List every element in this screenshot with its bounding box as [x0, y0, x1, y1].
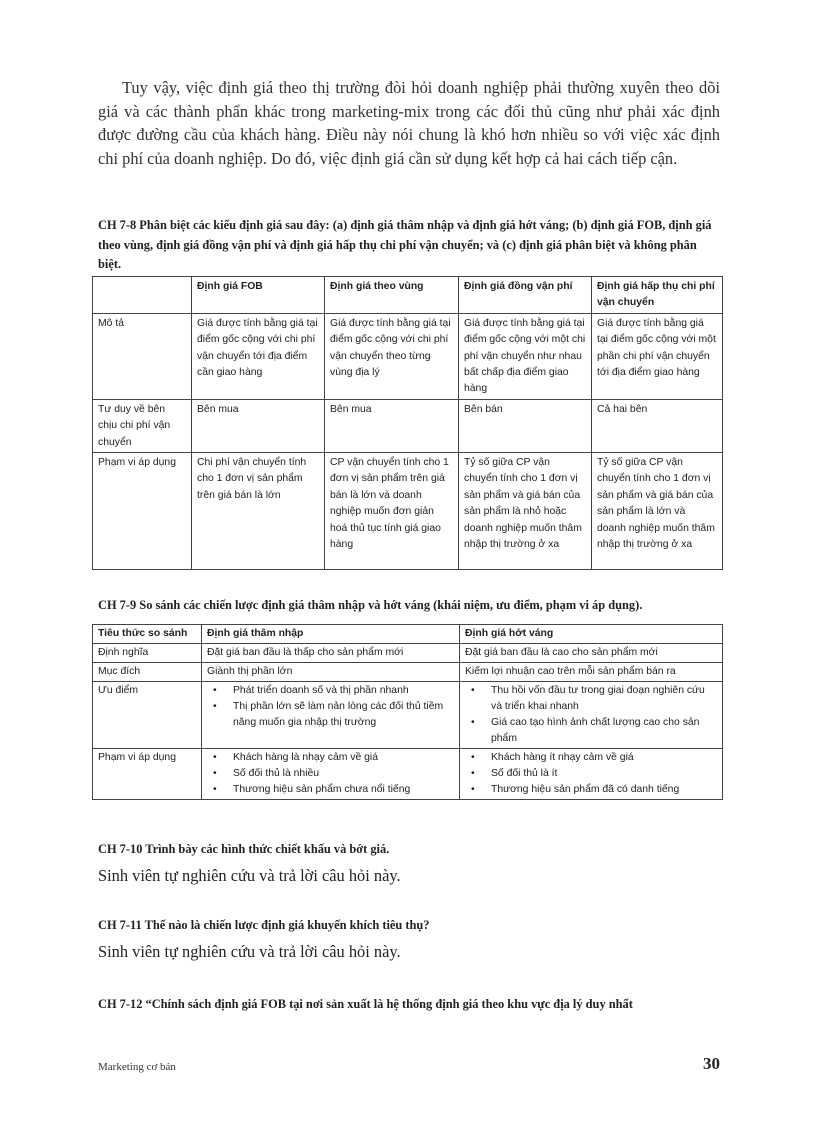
question-7-12-title: CH 7-12 “Chính sách định giá FOB tại nơi sản xuất là hệ thống định giá theo khu vực địa lý duy nhất	[98, 997, 633, 1011]
row-label: Phạm vi áp dụng	[93, 453, 192, 570]
question-7-10-title: CH 7-10 Trình bày các hình thức chiết khấu và bớt giá.	[98, 842, 390, 856]
header-cell: Định giá hớt váng	[460, 625, 723, 644]
header-cell: Định giá thâm nhập	[202, 625, 460, 644]
table-cell	[460, 682, 723, 749]
list-item: • Phát triển doanh số và thị phần nhanh	[207, 683, 454, 699]
table-cell: Giá được tính bằng giá tại điểm gốc cộng với một phần chi phí vận chuyển tới địa điểm giao hàng	[592, 313, 723, 399]
bullet-list	[465, 750, 717, 798]
list-item: • Giá cao tạo hình ảnh chất lượng cao cho sản phẩm	[465, 715, 717, 747]
table-cell: Giá được tính bằng giá tại điểm gốc cộng với chi phí vận chuyển tới địa điểm cần giao hàng	[192, 313, 325, 399]
table-cell	[202, 749, 460, 800]
table-cell: Bên mua	[192, 399, 325, 452]
question-7-10-answer: Sinh viên tự nghiên cứu và trả lời câu hỏi này.	[98, 866, 401, 885]
table-header-row	[93, 277, 723, 314]
question-7-9-title: CH 7-9 So sánh các chiến lược định giá thâm nhập và hớt váng (khái niệm, ưu điểm, phạm vi áp dụng).	[98, 598, 643, 612]
question-7-11-title: CH 7-11 Thế nào là chiến lược định giá khuyến khích tiêu thụ?	[98, 918, 430, 932]
question-7-11-answer: Sinh viên tự nghiên cứu và trả lời câu hỏi này.	[98, 942, 401, 961]
list-item: • Khách hàng ít nhạy cảm về giá	[465, 750, 717, 766]
row-label: Ưu điểm	[93, 682, 202, 749]
table-cell: Chi phí vận chuyển tính cho 1 đơn vị sản phẩm trên giá bán là lớn	[192, 453, 325, 570]
table-cell: Bên bán	[459, 399, 592, 452]
table-cell	[460, 749, 723, 800]
header-cell: Định giá FOB	[192, 277, 325, 314]
table-header-row	[93, 625, 723, 644]
footer-book-title: Marketing cơ bản	[98, 1061, 176, 1073]
table-cell: Đặt giá ban đầu là thấp cho sản phẩm mới	[202, 644, 460, 663]
table-cell: Giá được tính bằng giá tại điểm gốc cộng với chi phí vận chuyển theo từng vùng địa lý	[325, 313, 459, 399]
header-cell: Định giá đồng vận phí	[459, 277, 592, 314]
table-cell: Đặt giá ban đầu là cao cho sản phẩm mới	[460, 644, 723, 663]
header-cell: Tiêu thức so sánh	[93, 625, 202, 644]
row-label: Mục đích	[93, 663, 202, 682]
bullet-list	[207, 750, 454, 798]
header-cell: Định giá theo vùng	[325, 277, 459, 314]
table-cell: Giá được tính bằng giá tại điểm gốc cộng với một chi phí vận chuyển như nhau bất chấp địa điểm giao hàng	[459, 313, 592, 399]
list-item: • Số đối thủ là nhiều	[207, 766, 454, 782]
header-cell: Định giá hấp thụ chi phí vận chuyển	[592, 277, 723, 314]
list-item: • Khách hàng là nhạy cảm về giá	[207, 750, 454, 766]
question-7-8-title: CH 7-8 Phân biệt các kiểu định giá sau đây: (a) định giá thâm nhập và định giá hớt váng; (b) định giá FOB, định giá theo vùng, định giá đồng vận phí và định giá hấp thụ chi phí vận chuyển; và (c) định giá phân biệt và không phân biệt.	[98, 218, 712, 271]
table-cell: Kiếm lợi nhuận cao trên mỗi sản phẩm bán ra	[460, 663, 723, 682]
header-cell	[93, 277, 192, 314]
list-item: • Thị phần lớn sẽ làm nản lòng các đối thủ tiềm năng muốn gia nhập thị trường	[207, 699, 454, 731]
row-label: Tư duy về bên chịu chi phí vận chuyển	[93, 399, 192, 452]
table-cell: Bên mua	[325, 399, 459, 452]
penetration-skimming-table	[92, 624, 723, 800]
row-label: Định nghĩa	[93, 644, 202, 663]
list-item: • Thương hiệu sản phẩm đã có danh tiếng	[465, 782, 717, 798]
table-cell: Tỷ số giữa CP vận chuyển tính cho 1 đơn vị sản phẩm và giá bán của sản phẩm là nhỏ hoặc doanh nghiệp muốn thâm nhập thị trường ở xa	[459, 453, 592, 570]
table-row	[93, 453, 723, 570]
table-cell: Cả hai bên	[592, 399, 723, 452]
list-item: • Thương hiệu sản phẩm chưa nổi tiếng	[207, 782, 454, 798]
page-number: 30	[703, 1054, 720, 1073]
table-row	[93, 682, 723, 749]
shipping-pricing-table	[92, 276, 723, 570]
row-label: Mô tả	[93, 313, 192, 399]
table-row	[93, 399, 723, 452]
intro-paragraph: Tuy vậy, việc định giá theo thị trường đòi hỏi doanh nghiệp phải thường xuyên theo dõi giá và các thành phẩn khác trong marketing-mix trong các đối thủ cũng như phải xác định được đường cầu của khách hàng. Điều này nói chung là khó hơn nhiều so với việc xác định chi phí của doanh nghiệp. Do đó, việc định giá cần sử dụng kết hợp cả hai cách tiếp cận.	[98, 78, 720, 168]
bullet-list	[465, 683, 717, 747]
bullet-list	[207, 683, 454, 731]
table-cell: Giành thị phần lớn	[202, 663, 460, 682]
row-label: Phạm vi áp dụng	[93, 749, 202, 800]
table-row	[93, 663, 723, 682]
table-row	[93, 313, 723, 399]
list-item: • Số đối thủ là ít	[465, 766, 717, 782]
table-row	[93, 749, 723, 800]
table-cell: Tỷ số giữa CP vận chuyển tính cho 1 đơn vị sản phẩm và giá bán của sản phẩm là lớn và doanh nghiệp muốn thâm nhập thị trường ở xa	[592, 453, 723, 570]
list-item: • Thu hồi vốn đầu tư trong giai đoạn nghiên cứu và triển khai nhanh	[465, 683, 717, 715]
table-cell	[202, 682, 460, 749]
table-cell: CP vận chuyển tính cho 1 đơn vị sản phẩm trên giá bán là lớn và doanh nghiệp muốn đơn giản hoá thủ tục tính giá giao hàng	[325, 453, 459, 570]
table-row	[93, 644, 723, 663]
